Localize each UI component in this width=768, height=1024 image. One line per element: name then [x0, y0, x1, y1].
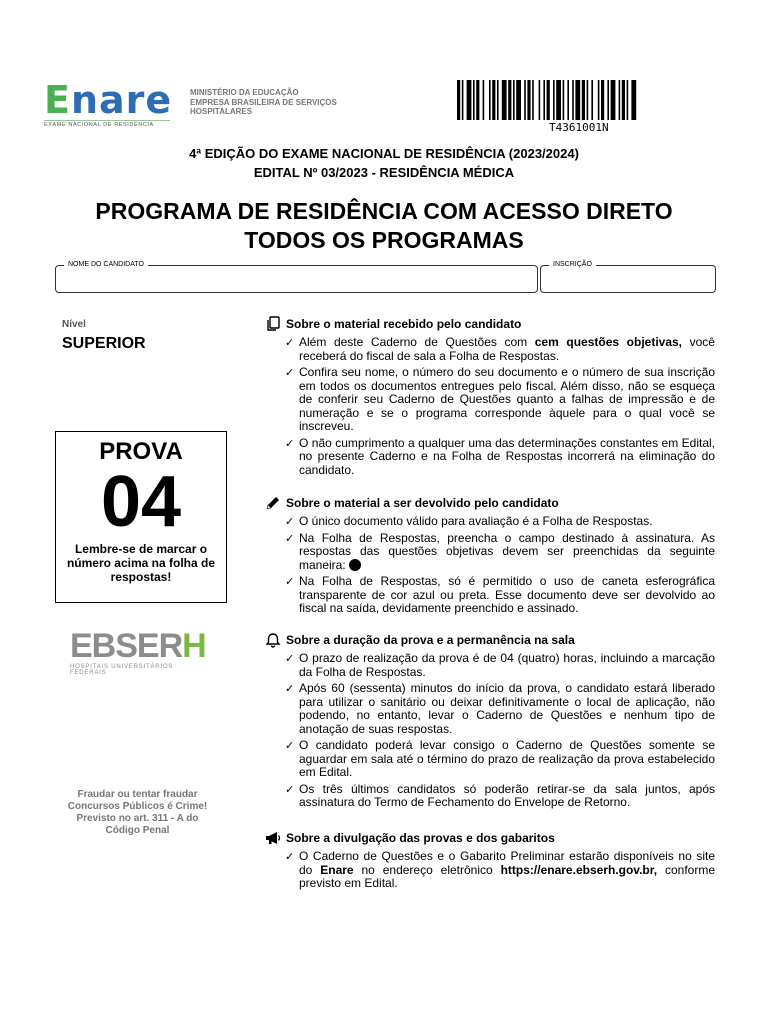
- list-item: ✓ Confira seu nome, o número do seu documento e o número de sua inscrição em todos os documentos entregues pelo fiscal. Além disso, não se esqueça de conferir seu Caderno de Questões quanto a falhas de impressão e de numeração e se o programa corresponde àquele para o qual você se inscreveu.: [265, 366, 715, 434]
- enare-logo-rest: nare: [70, 78, 173, 122]
- list-item: ✓ O prazo de realização da prova é de 04 (quatro) horas, incluindo a marcação da Folha de Respostas.: [265, 652, 715, 679]
- main-title: [0, 197, 768, 255]
- level-label: Nível: [62, 319, 86, 330]
- list-item: ✓ Os três últimos candidatos só poderão retirar-se da sala juntos, após assinatura do Termo de Fechamento do Envelope de Retorno.: [265, 783, 715, 810]
- enare-logo-subtitle: EXAME NACIONAL DE RESIDÊNCIA: [44, 120, 170, 128]
- barcode-bar: [497, 80, 499, 120]
- barcode-bar: [556, 80, 561, 120]
- barcode-bar: [627, 80, 629, 120]
- barcode-bar: [492, 80, 495, 120]
- enare-logo-e: E: [44, 78, 71, 122]
- barcode-bar: [467, 80, 472, 120]
- exam-title: PROVA: [99, 438, 183, 465]
- ebserh-logo-subtitle: HOSPITAIS UNIVERSITÁRIOS FEDERAIS: [70, 664, 174, 676]
- exam-reminder: Lembre-se de marcar o número acima na folha de respostas!: [66, 542, 216, 584]
- exam-number-box: [55, 431, 227, 603]
- title-line-1: PROGRAMA DE RESIDÊNCIA COM ACESSO DIRETO: [95, 198, 673, 224]
- list-item: ✓ O não cumprimento a qualquer uma das determinações constantes em Edital, no presente Caderno e na Folha de Respostas incorrerá na eliminação do candidato.: [265, 437, 715, 478]
- megaphone-icon: [265, 830, 281, 846]
- section-material-received: [265, 316, 715, 480]
- barcode-bar: [473, 80, 475, 120]
- list-item: ✓ Além deste Caderno de Questões com cem questões objetivas, você receberá do fiscal de sala a Folha de Respostas.: [265, 336, 715, 363]
- barcode-bar: [601, 80, 604, 120]
- org-line-2: EMPRESA BRASILEIRA DE SERVIÇOS: [190, 97, 337, 107]
- barcode-bar: [457, 80, 460, 120]
- barcode-bar: [607, 80, 609, 120]
- barcode-bar: [502, 80, 507, 120]
- barcode-bar: [539, 80, 541, 120]
- candidate-name-label: NOME DO CANDIDATO: [64, 261, 148, 268]
- barcode-bar: [543, 80, 545, 120]
- exam-number: 04: [100, 462, 182, 542]
- candidate-name-field[interactable]: [55, 261, 538, 293]
- registration-field[interactable]: [540, 261, 716, 293]
- bell-icon: [265, 632, 281, 648]
- organization-lines: [190, 88, 337, 117]
- ebserh-logo-h: H: [182, 627, 206, 665]
- section-title: Sobre o material recebido pelo candidato: [286, 317, 522, 331]
- barcode-bar: [591, 80, 593, 120]
- barcode-bar: [532, 80, 534, 120]
- barcode: [457, 80, 717, 120]
- barcode-bar: [575, 80, 580, 120]
- pencil-icon: [265, 495, 281, 511]
- barcode-bar: [462, 80, 464, 120]
- list-item: ✓ Na Folha de Respostas, preencha o campo destinado à assinatura. As respostas das questões objetivas devem ser preenchidas da seguinte maneira:: [265, 532, 715, 573]
- list-item: ✓ Na Folha de Respostas, só é permitido o uso de caneta esferográfica transparente de cor azul ou preta. Esse documento deve ser devolvido ao fiscal na saída, devidamente preenchido e assinado.: [265, 575, 715, 616]
- barcode-bar: [527, 80, 530, 120]
- barcode-code: T4361001N: [549, 121, 609, 134]
- barcode-bar: [508, 80, 511, 120]
- enare-logo: [44, 78, 173, 128]
- section-title: Sobre o material a ser devolvido pelo candidato: [286, 496, 559, 510]
- barcode-bar: [563, 80, 565, 120]
- barcode-bar: [572, 80, 574, 120]
- fraud-warning: Fraudar ou tentar fraudar Concursos Públicos é Crime! Previsto no art. 311 - A do Código Penal: [67, 789, 208, 836]
- barcode-bar: [547, 80, 550, 120]
- list-item: ✓ Após 60 (sessenta) minutos do início da prova, o candidato estará liberado para utilizar o sanitário ou deixar definitivamente o local de aplicação, não podendo, no entanto, levar o Caderno de Questões e nenhum tipo de anotação de suas respostas.: [265, 682, 715, 736]
- list-item: ✓ O único documento válido para avaliação é a Folha de Respostas.: [265, 515, 715, 529]
- section-material-returned: [265, 495, 715, 619]
- title-line-2: TODOS OS PROGRAMAS: [244, 227, 524, 253]
- org-line-1: MINISTÉRIO DA EDUCAÇÃO: [190, 88, 299, 97]
- barcode-bar: [619, 80, 621, 120]
- filled-circle-icon: [349, 559, 361, 571]
- barcode-bar: [516, 80, 521, 120]
- ebserh-logo: [70, 627, 210, 676]
- barcode-bar: [483, 80, 485, 120]
- barcode-bar: [489, 80, 491, 120]
- list-item: ✓ O Caderno de Questões e o Gabarito Preliminar estarão disponíveis no site do Enare no endereço eletrônico https://enare.ebserh.gov.br, conforme previsto em Edital.: [265, 850, 715, 891]
- section-title: Sobre a duração da prova e a permanência na sala: [286, 633, 575, 647]
- edition-line-2: EDITAL Nº 03/2023 - RESIDÊNCIA MÉDICA: [253, 165, 515, 180]
- barcode-bar: [587, 80, 589, 120]
- org-line-3: HOSPITALARES: [190, 107, 253, 116]
- ebserh-logo-word: EBSER: [70, 627, 183, 665]
- barcode-bar: [553, 80, 555, 120]
- barcode-bar: [598, 80, 600, 120]
- section-duration: [265, 632, 715, 813]
- barcode-bar: [622, 80, 625, 120]
- barcode-bar: [513, 80, 515, 120]
- list-item: ✓ O candidato poderá levar consigo o Caderno de Questões somente se aguardar em sala até o término do prazo de realização da prova estabelecido em Edital.: [265, 739, 715, 780]
- copy-document-icon: [265, 316, 281, 332]
- registration-label: INSCRIÇÃO: [549, 261, 596, 268]
- barcode-bar: [582, 80, 585, 120]
- section-title: Sobre a divulgação das provas e dos gabaritos: [286, 831, 555, 845]
- edition-line-1: 4ª EDIÇÃO DO EXAME NACIONAL DE RESIDÊNCIA (2023/2024): [189, 146, 579, 161]
- barcode-bar: [524, 80, 526, 120]
- section-disclosure: [265, 830, 715, 894]
- barcode-bar: [567, 80, 569, 120]
- level-value: SUPERIOR: [62, 335, 146, 352]
- barcode-bar: [476, 80, 479, 120]
- barcode-bar: [631, 80, 636, 120]
- barcode-bar: [611, 80, 616, 120]
